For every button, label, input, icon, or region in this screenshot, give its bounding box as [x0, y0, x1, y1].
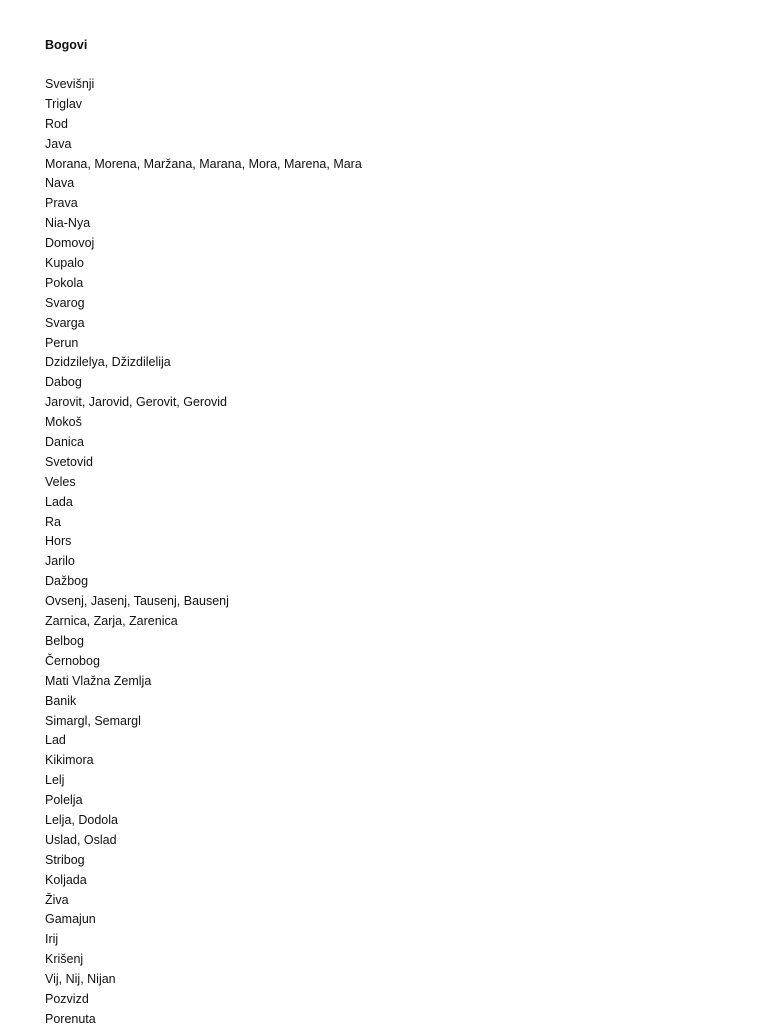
list-item: Svarog	[45, 295, 85, 310]
list-item: Koljada	[45, 872, 87, 887]
list-item: Kikimora	[45, 753, 94, 768]
list-item: Lada	[45, 494, 73, 509]
list-item: Uslad, Oslad	[45, 832, 117, 847]
list-item: Krišenj	[45, 952, 84, 967]
list-item: Porenuta	[45, 1011, 96, 1024]
list-item: Kupalo	[45, 256, 84, 271]
list-item: Svevišnji	[45, 77, 95, 91]
list-item: Jarilo	[45, 554, 75, 569]
list-item: Simargl, Semargl	[45, 713, 141, 728]
list-item: Mati Vlažna Zemlja	[45, 673, 152, 688]
list-item: Nava	[45, 176, 75, 191]
list-item: Belbog	[45, 633, 84, 648]
list-item: Irij	[45, 932, 59, 947]
list-item: Java	[45, 136, 72, 151]
list-item: Dažbog	[45, 574, 89, 589]
list-item: Rod	[45, 116, 68, 131]
list-item: Černobog	[45, 653, 100, 668]
god-name-list	[45, 75, 362, 1024]
list-item: Morana, Morena, Maržana, Marana, Mora, Marena, Mara	[45, 156, 362, 171]
list-item: Nia-Nya	[45, 216, 91, 231]
list-item: Mokoš	[45, 415, 82, 430]
list-item: Veles	[45, 474, 76, 489]
list-item: Polelja	[45, 793, 83, 808]
list-item: Triglav	[45, 96, 83, 111]
list-item: Zarnica, Zarja, Zarenica	[45, 614, 178, 629]
list-item: Pozvizd	[45, 991, 89, 1006]
list-item: Dabog	[45, 375, 82, 390]
list-item: Svetovid	[45, 454, 93, 469]
list-item: Živa	[45, 892, 69, 907]
list-item: Lelja, Dodola	[45, 812, 118, 827]
list-item: Banik	[45, 693, 77, 708]
list-item: Prava	[45, 196, 78, 211]
list-item: Perun	[45, 335, 79, 350]
list-item: Jarovit, Jarovid, Gerovit, Gerovid	[45, 395, 228, 410]
list-item: Hors	[45, 534, 72, 549]
list-item: Dzidzilelya, Džizdilelija	[45, 355, 171, 370]
list-item: Pokola	[45, 275, 84, 290]
list-item: Svarga	[45, 315, 85, 330]
list-item: Vij, Nij, Nijan	[45, 972, 116, 987]
list-item: Gamajun	[45, 912, 96, 927]
list-item: Domovoj	[45, 236, 95, 251]
list-item: Lad	[45, 733, 66, 748]
list-item: Stribog	[45, 852, 85, 867]
list-item: Ra	[45, 514, 61, 529]
list-item: Danica	[45, 435, 84, 450]
document-title: Bogovi	[45, 38, 88, 52]
list-item: Ovsenj, Jasenj, Tausenj, Bausenj	[45, 594, 229, 609]
list-item: Lelj	[45, 773, 65, 788]
